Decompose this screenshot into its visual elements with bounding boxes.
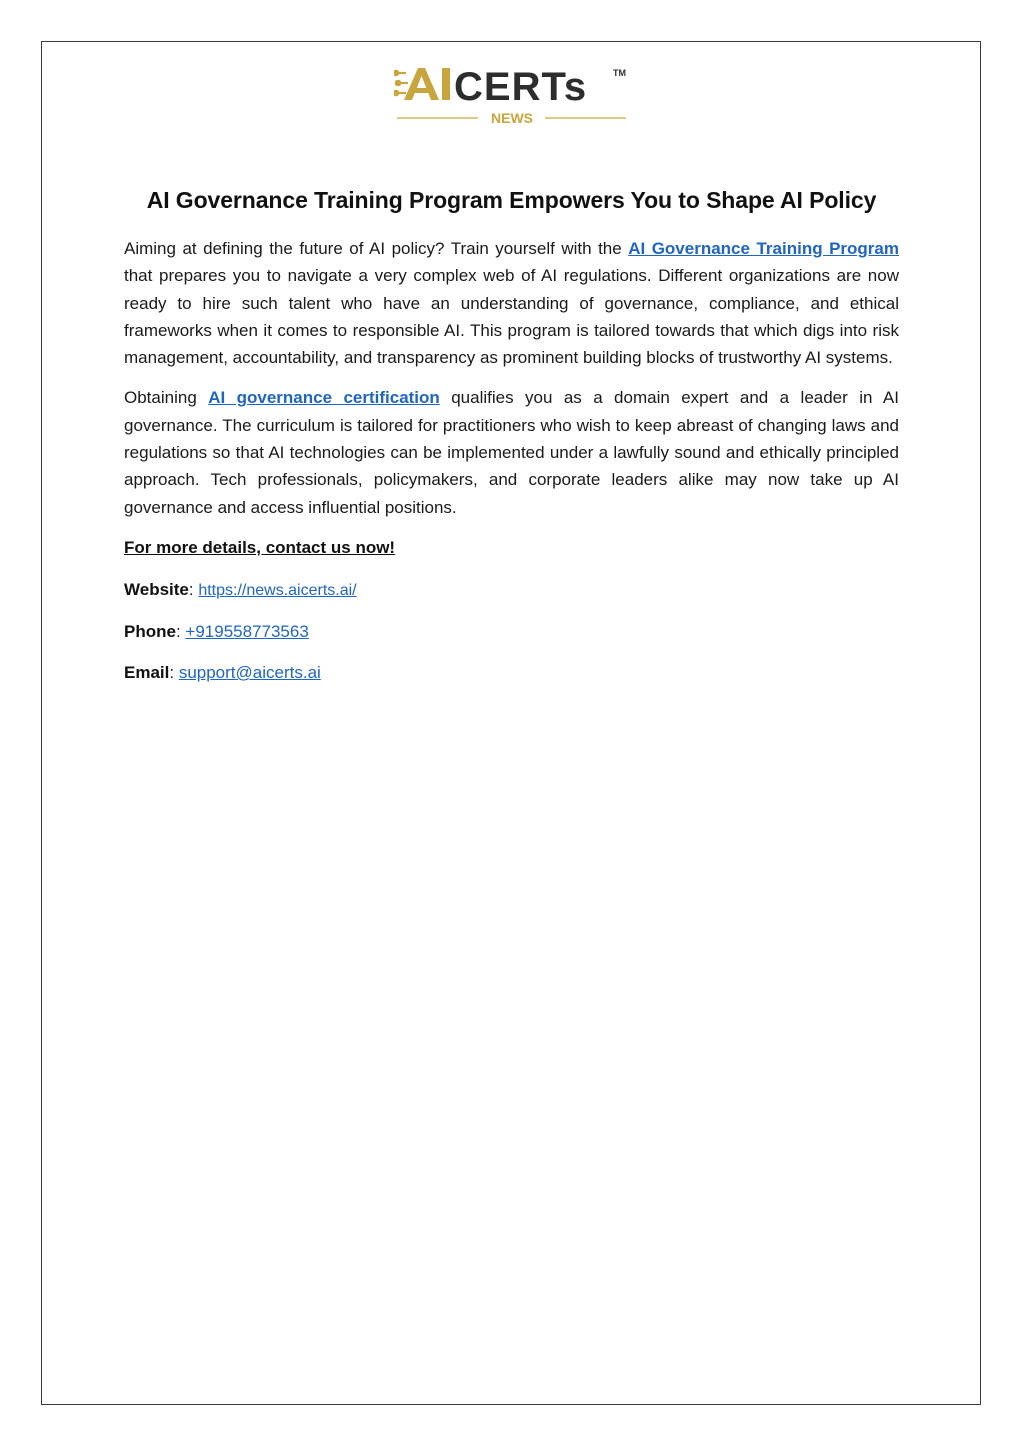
contact-cta: For more details, contact us now! [124,537,396,557]
aicerts-news-logo [394,64,630,128]
circuit-icon [394,71,408,95]
governance-training-program-link[interactable]: AI Governance Training Program [628,239,899,258]
page-title: AI Governance Training Program Empowers You to Shape AI Policy [146,187,877,213]
website-row [124,576,899,604]
logo-graphic [394,64,630,128]
logo-news-text: NEWS [491,110,533,126]
phone-row [124,618,899,645]
phone-link[interactable]: +919558773563 [185,621,309,641]
phone-label: Phone [124,621,176,641]
logo-letter-a [404,68,439,100]
email-link[interactable]: support@aicerts.ai [178,662,321,682]
website-label: Website [124,579,189,599]
email-row [124,659,899,686]
email-separator: : [169,662,179,682]
intro-text-after: that prepares you to navigate a very complex web of AI regulations. Different organizations are now ready to hire such talent who have an understanding of governance, compliance, and ethical frameworks when it comes to responsible AI. This program is tailored towards that which digs into risk management, accountability, and transparency as prominent building blocks of trustworthy AI systems. [124,266,899,368]
intro-text-before: Aiming at defining the future of AI policy? Train yourself with the [124,239,629,258]
intro-paragraph [124,235,899,371]
website-link[interactable]: https://news.aicerts.ai/ [198,581,357,599]
logo-certs-text: CERTs [454,65,588,109]
website-separator: : [188,579,199,599]
certification-paragraph [124,384,899,520]
document-body [124,182,899,700]
email-label: Email [124,662,170,682]
cert-text-after: qualifies you as a domain expert and a leader in AI governance. The curriculum is tailored for practitioners who wish to keep abreast of changing laws and regulations so that AI technologies can be implemented under a lawfully sound and ethically principled approach. Tech professionals, policymakers, and corporate leaders alike may now take up AI governance and access influential positions. [124,388,899,517]
governance-certification-link[interactable]: AI governance certification [208,388,440,408]
cert-text-before: Obtaining [124,388,209,408]
logo-letter-i [442,68,450,100]
logo-trademark: TM [613,68,626,78]
phone-separator: : [175,621,186,641]
